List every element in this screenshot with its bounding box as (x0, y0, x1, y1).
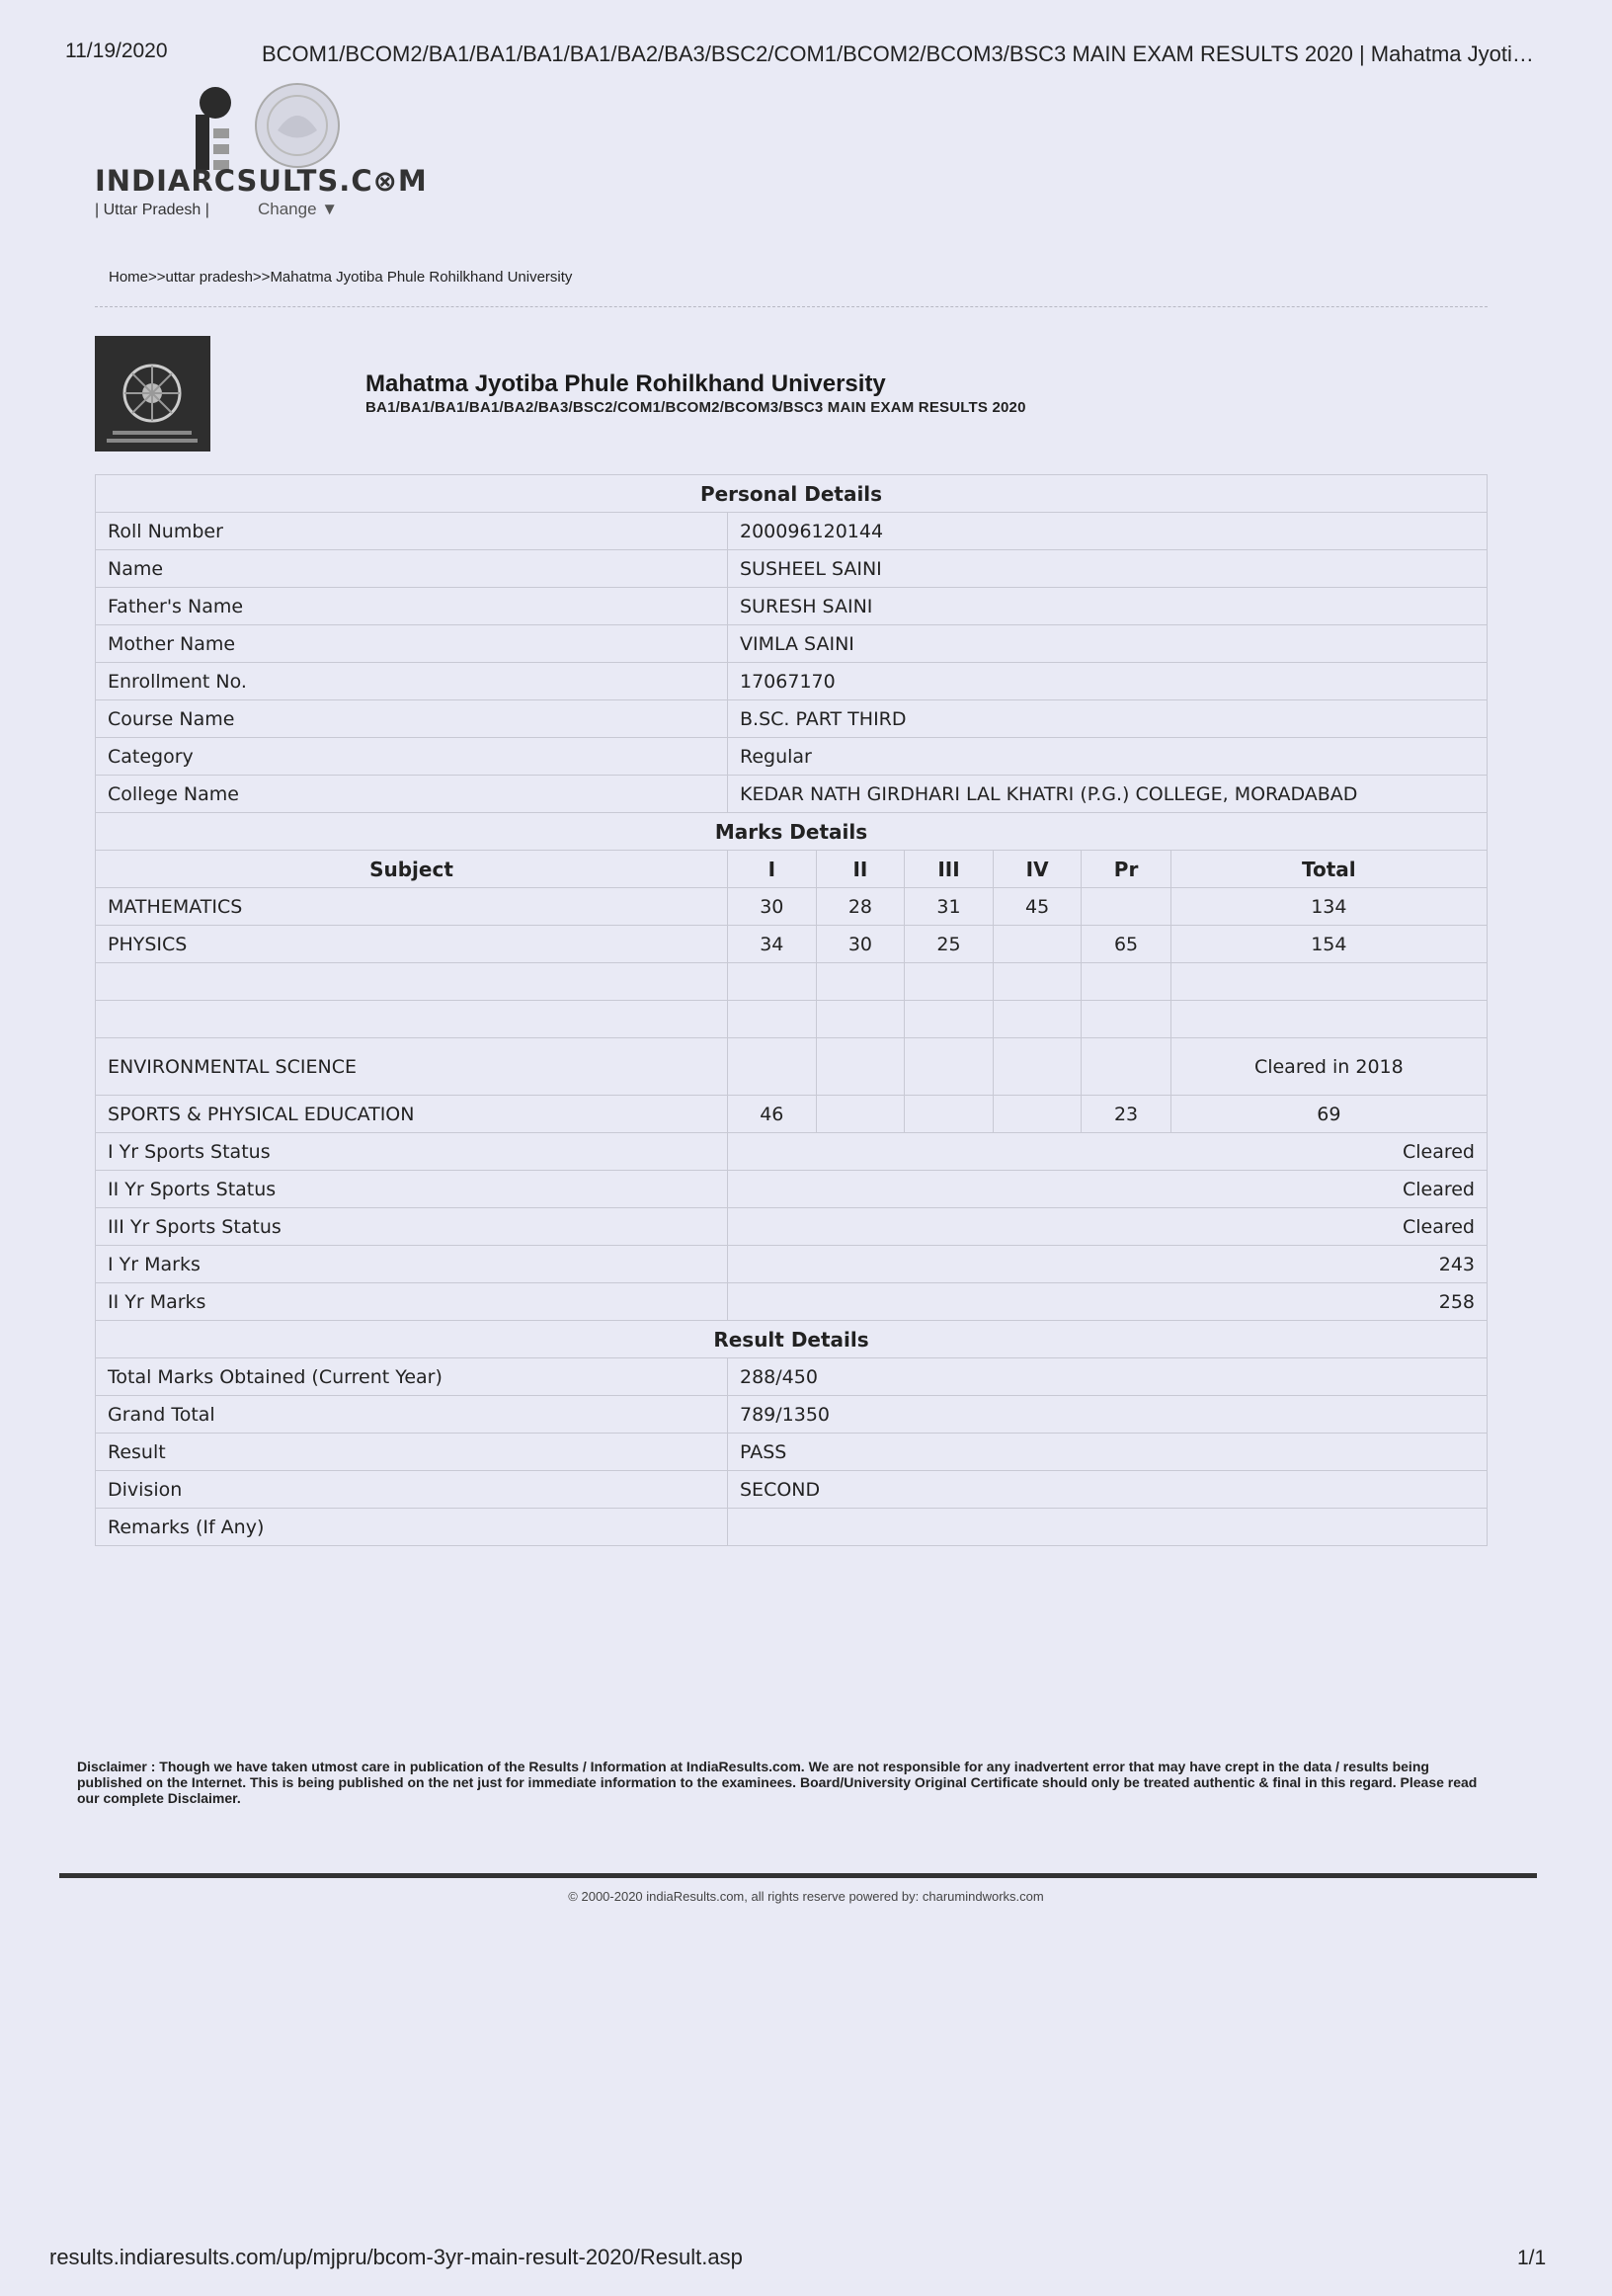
summary-label: II Yr Marks (96, 1283, 728, 1321)
summary-value: Cleared (728, 1171, 1488, 1208)
print-date: 11/19/2020 (65, 40, 168, 62)
personal-label: Mother Name (96, 625, 728, 663)
marks-total: 69 (1170, 1096, 1487, 1133)
marks-ii (816, 963, 905, 1001)
marks-ii (816, 1001, 905, 1038)
marks-row (96, 888, 1488, 926)
summary-value: Cleared (728, 1133, 1488, 1171)
marks-iii (905, 1001, 994, 1038)
marks-pr (1082, 963, 1170, 1001)
result-label: Result (96, 1434, 728, 1471)
university-emblem (95, 336, 210, 451)
print-page-title: BCOM1/BCOM2/BA1/BA1/BA1/BA1/BA2/BA3/BSC2/COM1/BCOM2/BCOM3/BSC3 MAIN EXAM RESULTS 2020 | Mahatma Jyoti… (262, 41, 1534, 66)
summary-label: III Yr Sports Status (96, 1208, 728, 1246)
marks-i (728, 1038, 817, 1096)
marks-iii (905, 1038, 994, 1096)
marks-iv (993, 1038, 1082, 1096)
summary-label: I Yr Sports Status (96, 1133, 728, 1171)
personal-label: College Name (96, 776, 728, 813)
summary-row (96, 1133, 1488, 1171)
marks-pr: 23 (1082, 1096, 1170, 1133)
marks-total (1170, 1001, 1487, 1038)
marks-iii: 31 (905, 888, 994, 926)
personal-label: Name (96, 550, 728, 588)
copyright: © 2000-2020 indiaResults.com, all rights reserve powered by: charumindworks.com (568, 1889, 1044, 1904)
marks-iii (905, 963, 994, 1001)
personal-value: 17067170 (728, 663, 1488, 700)
result-label: Grand Total (96, 1396, 728, 1434)
marks-ii (816, 1096, 905, 1133)
marks-ii: 30 (816, 926, 905, 963)
personal-value: SUSHEEL SAINI (728, 550, 1488, 588)
result-row (96, 1396, 1488, 1434)
result-label: Division (96, 1471, 728, 1509)
site-logo[interactable] (95, 79, 428, 227)
subject-name: MATHEMATICS (96, 888, 728, 926)
personal-row (96, 513, 1488, 550)
marks-row (96, 963, 1488, 1001)
result-label: Remarks (If Any) (96, 1509, 728, 1546)
summary-row (96, 1283, 1488, 1321)
marks-row (96, 1038, 1488, 1096)
personal-label: Father's Name (96, 588, 728, 625)
marks-i (728, 963, 817, 1001)
personal-row (96, 776, 1488, 813)
marks-iv (993, 1096, 1082, 1133)
marks-iii: 25 (905, 926, 994, 963)
result-label: Total Marks Obtained (Current Year) (96, 1358, 728, 1396)
summary-row (96, 1208, 1488, 1246)
marks-iv: 45 (993, 888, 1082, 926)
marks-row (96, 1096, 1488, 1133)
marks-header-row (96, 851, 1488, 888)
subject-name: SPORTS & PHYSICAL EDUCATION (96, 1096, 728, 1133)
subject-name (96, 963, 728, 1001)
personal-label: Course Name (96, 700, 728, 738)
summary-value: Cleared (728, 1208, 1488, 1246)
marks-iii (905, 1096, 994, 1133)
marks-ii: 28 (816, 888, 905, 926)
personal-value: SURESH SAINI (728, 588, 1488, 625)
marks-ii (816, 1038, 905, 1096)
col-pr: Pr (1082, 851, 1170, 888)
marks-details-heading: Marks Details (96, 813, 1488, 851)
personal-label: Enrollment No. (96, 663, 728, 700)
col-ii: II (816, 851, 905, 888)
personal-label: Category (96, 738, 728, 776)
personal-details-heading: Personal Details (96, 475, 1488, 513)
marks-pr (1082, 1001, 1170, 1038)
subject-name (96, 1001, 728, 1038)
col-i: I (728, 851, 817, 888)
result-row (96, 1471, 1488, 1509)
marks-iv (993, 963, 1082, 1001)
personal-row (96, 663, 1488, 700)
marks-i: 46 (728, 1096, 817, 1133)
disclaimer: Disclaimer : Though we have taken utmost care in publication of the Results / Information at IndiaResults.com. We are not responsible for any inadvertent error that may have crept in the data / results being published on the Internet. This is being published on the net just for immediate information to the examinees. Board/University Original Certificate should only be treated authentic & final in this regard. Please read our complete Disclaimer. (77, 1759, 1478, 1806)
divider (95, 306, 1488, 307)
print-page-count: 1/1 (1517, 2247, 1547, 2269)
personal-value: Regular (728, 738, 1488, 776)
site-logo-text: INDIARCSULTS.C⊗M (95, 164, 428, 198)
col-total: Total (1170, 851, 1487, 888)
result-row (96, 1509, 1488, 1546)
marks-i: 34 (728, 926, 817, 963)
marks-total (1170, 963, 1487, 1001)
summary-row (96, 1246, 1488, 1283)
subject-name: PHYSICS (96, 926, 728, 963)
result-value: PASS (728, 1434, 1488, 1471)
personal-value: B.SC. PART THIRD (728, 700, 1488, 738)
state-label: | Uttar Pradesh | (95, 202, 209, 218)
col-iii: III (905, 851, 994, 888)
summary-label: I Yr Marks (96, 1246, 728, 1283)
result-value (728, 1509, 1488, 1546)
marks-i (728, 1001, 817, 1038)
result-details-heading: Result Details (96, 1321, 1488, 1358)
exam-title: BA1/BA1/BA1/BA1/BA2/BA3/BSC2/COM1/BCOM2/BCOM3/BSC3 MAIN EXAM RESULTS 2020 (365, 399, 1026, 416)
marks-iv (993, 926, 1082, 963)
change-state-link[interactable]: Change ▼ (258, 200, 339, 218)
summary-label: II Yr Sports Status (96, 1171, 728, 1208)
logo-person-icon (194, 85, 233, 170)
result-value: 288/450 (728, 1358, 1488, 1396)
marks-pr: 65 (1082, 926, 1170, 963)
footer-divider (59, 1873, 1537, 1878)
marks-pr (1082, 1038, 1170, 1096)
summary-row (96, 1171, 1488, 1208)
marks-total: Cleared in 2018 (1170, 1038, 1487, 1096)
result-value: 789/1350 (728, 1396, 1488, 1434)
summary-value: 243 (728, 1246, 1488, 1283)
personal-label: Roll Number (96, 513, 728, 550)
personal-row (96, 625, 1488, 663)
col-iv: IV (993, 851, 1082, 888)
result-row (96, 1434, 1488, 1471)
personal-row (96, 738, 1488, 776)
university-emblem-icon (95, 336, 210, 451)
marks-total: 154 (1170, 926, 1487, 963)
marks-iv (993, 1001, 1082, 1038)
subject-name: ENVIRONMENTAL SCIENCE (96, 1038, 728, 1096)
result-table (95, 474, 1488, 1546)
col-subject: Subject (96, 851, 728, 888)
marks-i: 30 (728, 888, 817, 926)
marks-row (96, 1001, 1488, 1038)
marks-total: 134 (1170, 888, 1487, 926)
state-seal-icon (253, 81, 342, 170)
personal-row (96, 700, 1488, 738)
breadcrumb[interactable]: Home>>uttar pradesh>>Mahatma Jyotiba Phule Rohilkhand University (109, 269, 573, 286)
personal-row (96, 588, 1488, 625)
personal-value: 200096120144 (728, 513, 1488, 550)
print-url: results.indiaresults.com/up/mjpru/bcom-3yr-main-result-2020/Result.asp (49, 2245, 743, 2269)
marks-row (96, 926, 1488, 963)
personal-row (96, 550, 1488, 588)
marks-pr (1082, 888, 1170, 926)
personal-value: KEDAR NATH GIRDHARI LAL KHATRI (P.G.) COLLEGE, MORADABAD (728, 776, 1488, 813)
university-name: Mahatma Jyotiba Phule Rohilkhand University (365, 370, 886, 397)
result-value: SECOND (728, 1471, 1488, 1509)
result-row (96, 1358, 1488, 1396)
personal-value: VIMLA SAINI (728, 625, 1488, 663)
summary-value: 258 (728, 1283, 1488, 1321)
